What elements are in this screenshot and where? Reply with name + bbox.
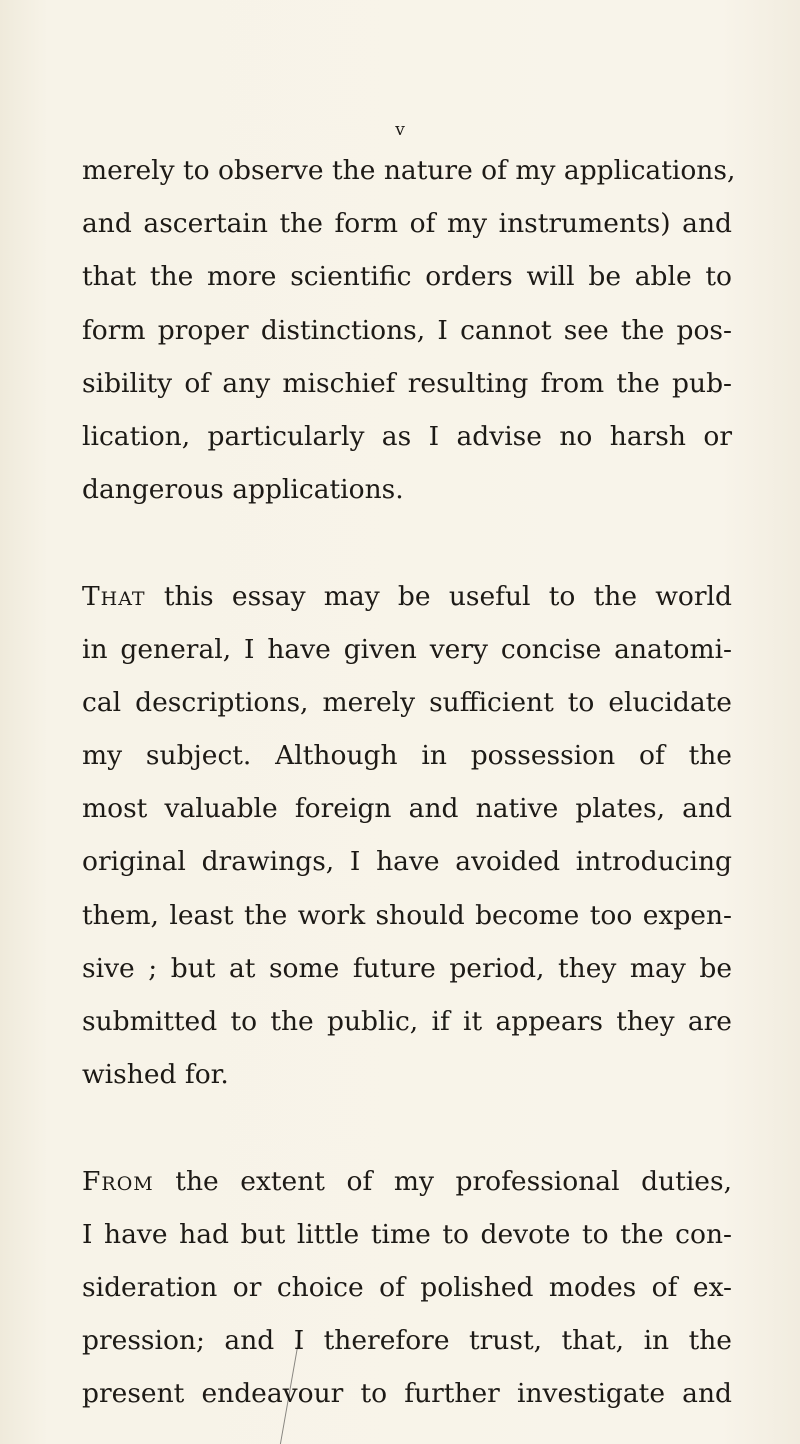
text-line: lication, particularly as I advise no harsh or <box>82 420 732 452</box>
small-caps-lead: From <box>82 1165 154 1197</box>
text-line <box>82 570 732 623</box>
text-line: wished for. <box>82 1059 229 1091</box>
small-caps-lead: That <box>82 580 146 612</box>
text-line: most valuable foreign and native plates, and <box>82 793 732 825</box>
text-line: present endeavour to further investigate and <box>82 1378 732 1410</box>
body-text <box>82 144 736 1421</box>
line-rest: the extent of my professional duties, <box>153 1165 732 1197</box>
text-line: form proper distinctions, I cannot see the pos- <box>82 314 732 346</box>
text-line: pression; and I therefore trust, that, in the <box>82 1325 732 1357</box>
paragraph-gap <box>82 1101 732 1154</box>
text-line: in general, I have given very concise anatomi- <box>82 633 732 665</box>
line-rest: this essay may be useful to the world <box>145 580 732 612</box>
page-number: v <box>395 120 405 140</box>
text-line: sibility of any mischief resulting from the pub- <box>82 367 732 399</box>
text-line: merely to observe the nature of my applications, <box>82 155 736 186</box>
text-line: cal descriptions, merely sufficient to elucidate <box>82 686 732 718</box>
text-line: submitted to the public, if it appears they are <box>82 1006 732 1037</box>
text-line: and ascertain the form of my instruments) and <box>82 208 732 240</box>
text-line: I have had but little time to devote to the con- <box>82 1218 732 1250</box>
text-line: them, least the work should become too expen- <box>82 899 732 931</box>
text-line: sideration or choice of polished modes of ex- <box>82 1271 732 1303</box>
text-line: my subject. Although in possession of the <box>82 740 732 772</box>
text-line: that the more scientific orders will be able to <box>82 261 732 293</box>
text-line: dangerous applications. <box>82 474 404 506</box>
paragraph-gap <box>82 516 732 569</box>
text-line: sive ; but at some future period, they may be <box>82 952 732 984</box>
text-line: original drawings, I have avoided introducing <box>82 846 732 878</box>
text-line <box>82 1155 732 1208</box>
